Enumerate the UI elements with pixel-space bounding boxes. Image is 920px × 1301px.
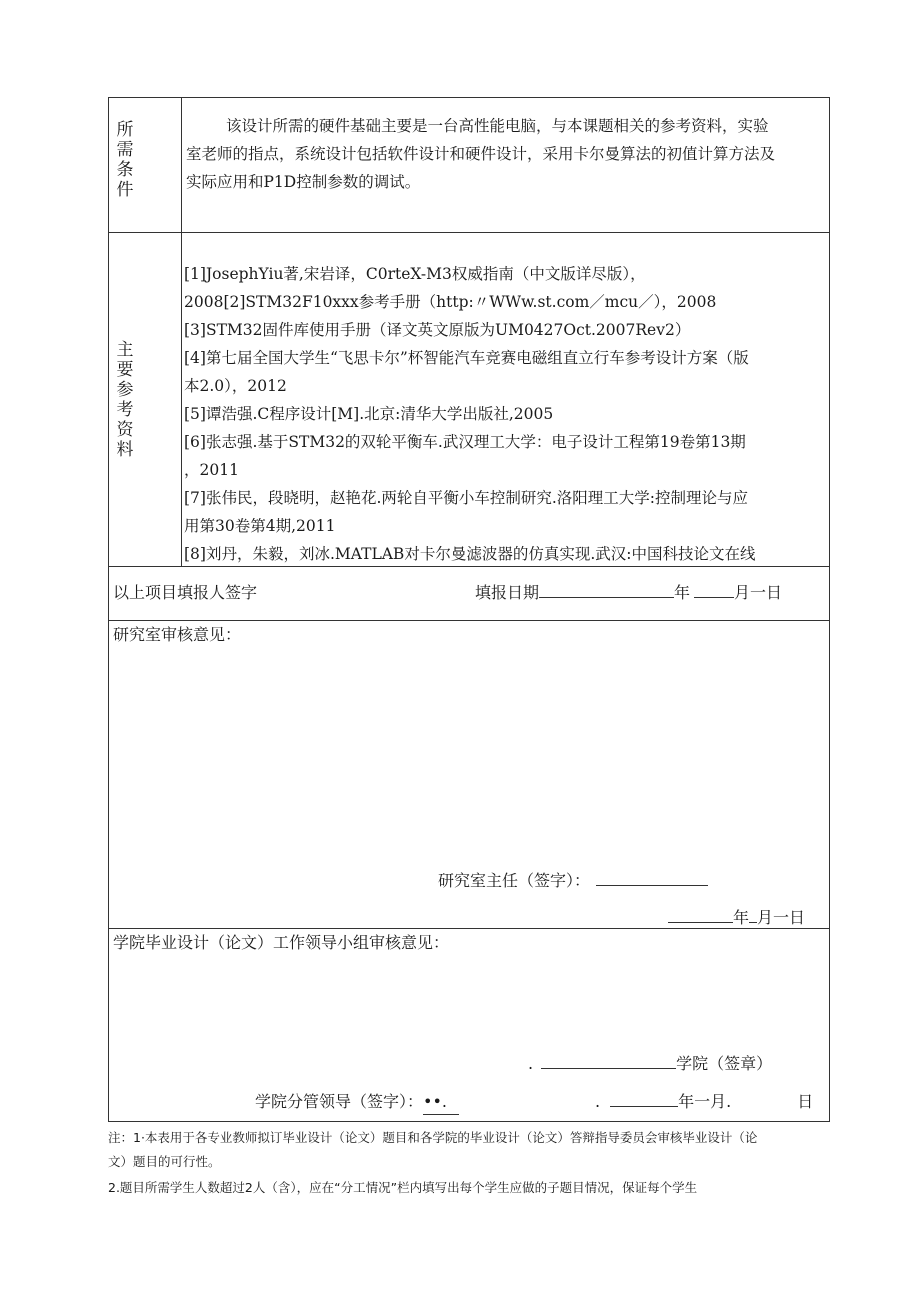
college-leader-label: 学院分管领导（签字）： <box>255 1092 424 1111</box>
lab-review-title: 研究室审核意见： <box>113 625 242 644</box>
table-bottom-border <box>108 1121 830 1122</box>
date-year-blank[interactable] <box>539 581 674 598</box>
lab-director-signature <box>438 869 708 893</box>
lab-month-day-label: 月一日 <box>757 908 806 927</box>
conditions-label: 所需条件 <box>116 120 134 200</box>
reference-line: [6]张志强.基于STM32的双轮平衡车.武汉理工大学：电子设计工程第19卷第13期 <box>184 433 746 451</box>
college-year-month-label: 年一月. <box>678 1092 732 1111</box>
lab-director-signature-blank[interactable] <box>596 869 708 886</box>
reference-line: [1]JosephYiu著,宋岩译，C0rteX-M3权威指南（中文版详尽版）， <box>184 265 646 283</box>
table-left-border <box>108 97 109 1122</box>
lab-review-date <box>668 906 805 930</box>
reference-line: [8]刘丹，朱毅，刘冰.MATLAB对卡尔曼滤波器的仿真实现.武汉:中国科技论文在线 <box>184 545 756 563</box>
college-seal-blank[interactable] <box>541 1052 676 1069</box>
college-review-title: 学院毕业设计（论文）工作领导小组审核意见： <box>113 933 450 952</box>
reference-line: [4]第七届全国大学生“飞思卡尔”杯智能汽车竞赛电磁组直立行车参考设计方案（版 <box>184 349 749 367</box>
fill-date-group <box>475 581 782 605</box>
table-right-border <box>829 97 830 1122</box>
row-divider <box>108 620 830 621</box>
conditions-line: 实际应用和P1D控制参数的调试。 <box>186 173 421 191</box>
college-date-dot: . <box>595 1092 601 1111</box>
lab-director-label: 研究室主任（签字）： <box>438 871 591 890</box>
footnote-1-line-1: 注：1·本表用于各专业教师拟订毕业设计（论文）题目和各学院的毕业设计（论文）答辩指导委员会审核毕业设计（论 <box>108 1130 758 1145</box>
reference-line: [3]STM32固件库使用手册（译文英文原版为UM0427Oct.2007Rev2） <box>184 321 691 339</box>
reference-line: [7]张伟民，段晓明，赵艳花.两轮自平衡小车控制研究.洛阳理工大学:控制理论与应 <box>184 489 749 507</box>
reference-line: ，2011 <box>184 461 239 479</box>
lab-date-year-blank[interactable] <box>668 906 733 923</box>
college-leader-signature <box>255 1090 459 1115</box>
conditions-line: 该设计所需的硬件基础主要是一台高性能电脑，与本课题相关的参考资料，实验 <box>226 117 769 135</box>
applicant-signature-label: 以上项目填报人签字 <box>113 583 258 602</box>
college-review-date <box>595 1090 813 1114</box>
reference-line: [5]谭浩强.C程序设计[M].北京:清华大学出版社,2005 <box>184 405 554 423</box>
college-seal-line <box>528 1052 772 1076</box>
references-label: 主要参考资料 <box>116 340 134 460</box>
college-leader-mark: ••. <box>423 1090 459 1115</box>
reference-line: 本2.0），2012 <box>184 377 287 395</box>
label-column-divider <box>181 97 182 567</box>
college-date-year-blank[interactable] <box>610 1090 678 1107</box>
college-day-label: 日 <box>797 1092 814 1111</box>
month-day-label: 月一日 <box>734 583 783 602</box>
year-label: 年 <box>674 583 691 602</box>
references-list <box>184 260 755 568</box>
college-seal-label: 学院（签章） <box>676 1054 773 1073</box>
footnote-1-line-2: 文）题目的可行性。 <box>108 1154 221 1169</box>
table-top-border <box>108 97 830 98</box>
date-month-blank[interactable] <box>694 581 734 598</box>
lab-date-month-blank[interactable] <box>749 906 757 923</box>
conditions-line: 室老师的指点，系统设计包括软件设计和硬件设计，采用卡尔曼算法的初值计算方法及 <box>186 145 776 163</box>
row-divider <box>108 232 830 233</box>
lab-year-label: 年 <box>733 908 750 927</box>
conditions-text <box>186 112 775 196</box>
college-seal-dot: . <box>528 1054 534 1073</box>
footnote-2: 2.题目所需学生人数超过2人（含），应在“分工情况”栏内填写出每个学生应做的子题目情况，保证每个学生 <box>108 1180 698 1195</box>
fill-date-label: 填报日期 <box>475 583 540 602</box>
reference-line: 用第30卷第4期,2011 <box>184 517 336 535</box>
reference-line: 2008[2]STM32F10xxx参考手册（http:〃WWw.st.com／mcu／），2008 <box>184 293 717 311</box>
